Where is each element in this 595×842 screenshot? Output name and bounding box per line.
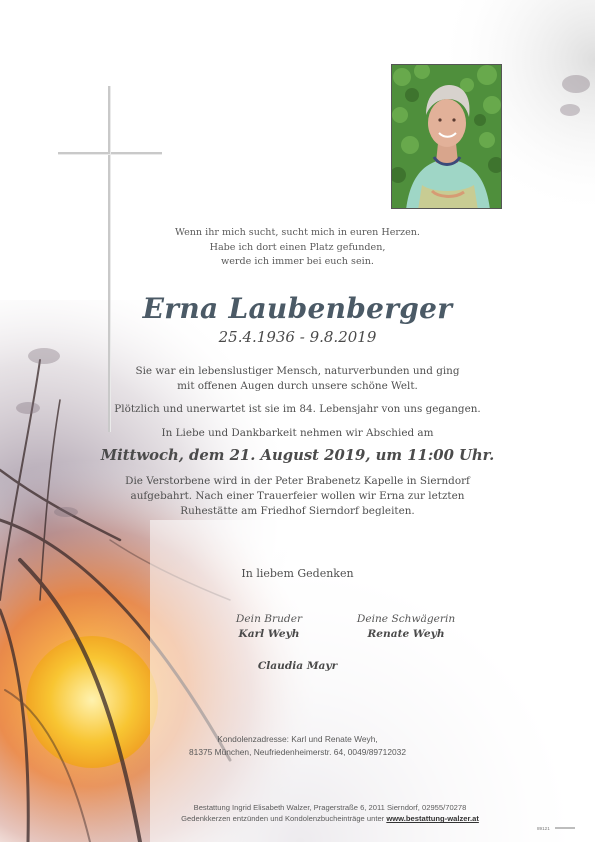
funeral-home-logo-icon <box>555 826 575 831</box>
deceased-name: Erna Laubenberger <box>142 292 453 325</box>
death-notice-line: Plötzlich und unerwartet ist sie im 84. Lebensjahr von uns gegangen. <box>114 403 481 415</box>
address-line: Kondolenzadresse: Karl und Renate Weyh, <box>217 734 378 744</box>
mourner-relation: Deine Schwägerin <box>356 613 456 625</box>
portrait-photo <box>391 64 502 209</box>
remembrance-heading: In liebem Gedenken <box>241 567 354 580</box>
mourner-name: Karl Weyh <box>238 628 300 640</box>
footer-line <box>150 813 510 824</box>
footer-line: Bestattung Ingrid Elisabeth Walzer, Pragerstraße 6, 2011 Sierndorf, 02955/70278 <box>193 803 467 812</box>
mourner-other <box>0 659 595 674</box>
life-dates: 25.4.1936 - 9.8.2019 <box>218 328 377 346</box>
text-line: mit offenen Augen durch unsere schöne Welt. <box>177 379 418 392</box>
address-line: 81375 München, Neufriedenheimerstr. 64, 0049/89712032 <box>189 746 406 757</box>
mourner-name: Renate Weyh <box>367 628 445 640</box>
mourner-sister-in-law <box>326 612 486 642</box>
condolence-address <box>0 733 595 758</box>
text-line: Sie war ein lebenslustiger Mensch, naturverbunden und ging <box>135 365 460 377</box>
poem-line: werde ich immer bei euch sein. <box>221 256 374 268</box>
tribute-paragraph <box>0 364 595 394</box>
poem-line: Wenn ihr mich sucht, sucht mich in euren Herzen. <box>175 227 420 238</box>
poem-line: Habe ich dort einen Platz gefunden, <box>209 241 386 253</box>
mourner-brother <box>189 612 349 642</box>
footer-text: Gedenkkerzen entzünden und Kondolenzbucheinträge unter <box>181 814 385 824</box>
document-code: 89121 <box>537 826 550 831</box>
mourner-relation: Dein Bruder <box>235 613 303 625</box>
mourner-name: Claudia Mayr <box>257 660 338 672</box>
farewell-line: In Liebe und Dankbarkeit nehmen wir Abschied am <box>161 427 434 439</box>
website-link[interactable]: www.bestattung-walzer.at <box>386 814 479 824</box>
ceremony-paragraph <box>0 474 595 518</box>
poem <box>0 226 595 270</box>
funeral-home-footer <box>150 802 510 825</box>
text-line: aufgebahrt. Nach einer Trauerfeier wollen wir Erna zur letzten <box>130 489 465 502</box>
funeral-date: Mittwoch, dem 21. August 2019, um 11:00 Uhr. <box>100 447 495 464</box>
text-line: Ruhestätte am Friedhof Sierndorf begleiten. <box>180 504 415 517</box>
text-line: Die Verstorbene wird in der Peter Brabenetz Kapelle in Sierndorf <box>125 475 470 487</box>
